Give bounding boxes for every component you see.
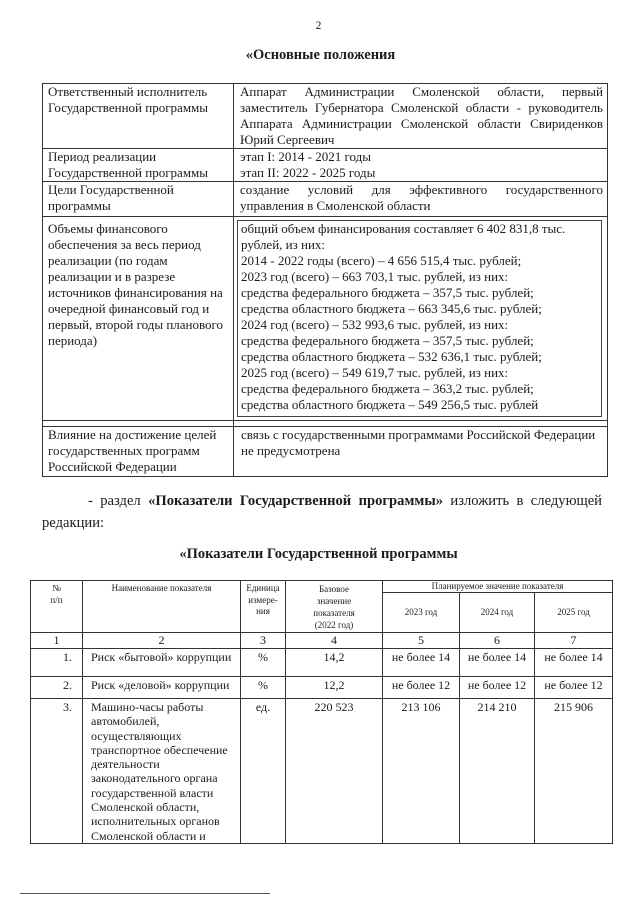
header-base	[286, 581, 383, 633]
passport-label-executor: Ответственный исполнитель Государственной программы	[43, 84, 234, 149]
column-number: 5	[383, 633, 460, 649]
period-stage-2: этап II: 2022 - 2025 годы	[240, 165, 376, 180]
indicator-value-2025: не более 12	[535, 677, 613, 699]
passport-row-executor	[43, 84, 608, 149]
page-number: 2	[315, 20, 322, 32]
passport-row-period	[43, 149, 608, 182]
table-row	[31, 677, 613, 699]
financing-line: средства федерального бюджета – 357,5 тыс. рублей;	[241, 285, 534, 300]
financing-line: средства областного бюджета – 549 256,5 тыс. рублей	[241, 397, 539, 412]
indicator-base-value: 12,2	[286, 677, 383, 699]
financing-line: средства федерального бюджета – 363,2 тыс. рублей;	[241, 381, 534, 396]
financing-line: средства областного бюджета – 663 345,6 тыс. рублей;	[241, 301, 542, 316]
header-year-2023: 2023 год	[383, 593, 460, 633]
passport-title: «Основные положения	[245, 47, 396, 63]
indicator-unit: %	[241, 649, 286, 677]
indicator-unit: %	[241, 677, 286, 699]
header-row	[31, 581, 613, 593]
passport-value-executor: Аппарат Администрации Смоленской области, первый заместитель Губернатора Смоленской области - руководитель Аппарата Администрации Смоленской области Свириденков Юрий Сергеевич	[234, 84, 608, 149]
header-name: Наименование показателя	[83, 581, 241, 633]
indicators-table	[30, 580, 613, 844]
passport-value-influence: связь с государственными программами Российской Федерации не предусмотрена	[234, 427, 608, 477]
financing-line: средства федерального бюджета – 357,5 тыс. рублей;	[241, 333, 534, 348]
passport-value-goals: создание условий для эффективного государственного управления в Смоленской области	[234, 182, 608, 217]
instruction-section-name: «Показатели Государственной программы»	[148, 493, 444, 509]
passport-row-influence	[43, 427, 608, 477]
table-row	[31, 649, 613, 677]
indicator-base-value: 220 523	[286, 699, 383, 844]
table-row	[31, 699, 613, 844]
financing-line: 2014 - 2022 годы (всего) – 4 656 515,4 тыс. рублей;	[241, 253, 522, 268]
header-year-2025: 2025 год	[535, 593, 613, 633]
passport-value-period	[234, 149, 608, 182]
indicator-value-2023: не более 12	[383, 677, 460, 699]
passport-value-financing	[234, 217, 608, 421]
header-unit	[241, 581, 286, 633]
passport-row-financing	[43, 217, 608, 421]
period-stage-1: этап I: 2014 - 2021 годы	[240, 149, 371, 164]
indicator-name: Риск «бытовой» коррупции	[83, 649, 241, 677]
indicator-value-2024: не более 14	[460, 649, 535, 677]
indicator-value-2025: не более 14	[535, 649, 613, 677]
passport-label-period: Период реализации Государственной программы	[43, 149, 234, 182]
passport-row-goals	[43, 182, 608, 217]
header-unit-label: Единица измере-ния	[246, 583, 280, 616]
indicator-value-2023: 213 106	[383, 699, 460, 844]
indicator-unit: ед.	[241, 699, 286, 844]
indicator-value-2025: 215 906	[535, 699, 613, 844]
passport-label-influence: Влияние на достижение целей государственных программ Российской Федерации	[43, 427, 234, 477]
row-number: 3.	[31, 699, 83, 844]
column-number: 2	[83, 633, 241, 649]
indicator-value-2024: 214 210	[460, 699, 535, 844]
header-planned: Планируемое значение показателя	[383, 581, 613, 593]
indicator-value-2024: не более 12	[460, 677, 535, 699]
row-number: 1.	[31, 649, 83, 677]
financing-line: 2025 год (всего) – 549 619,7 тыс. рублей, из них:	[241, 365, 509, 380]
indicator-value-2023: не более 14	[383, 649, 460, 677]
column-number: 3	[241, 633, 286, 649]
indicator-name: Машино-часы работы автомобилей, осуществляющих транспортное обеспечение деятельности законодательного органа государственной власти Смоленской области, исполнительных органов Смоленской области и	[83, 699, 241, 844]
passport-table	[42, 83, 608, 477]
indicators-title: «Показатели Государственной программы	[179, 546, 458, 562]
column-number: 6	[460, 633, 535, 649]
instruction-suffix: изложить в следующей редакции:	[42, 493, 602, 531]
financing-line: 2023 год (всего) – 663 703,1 тыс. рублей, из них:	[241, 269, 509, 284]
indicator-name: Риск «деловой» коррупции	[83, 677, 241, 699]
passport-label-goals: Цели Государственной программы	[43, 182, 234, 217]
header-number: № п/п	[31, 581, 83, 633]
column-number: 7	[535, 633, 613, 649]
financing-total: общий объем финансирования составляет 6 402 831,8 тыс. рублей, из них:	[241, 221, 566, 252]
instruction-paragraph	[42, 490, 602, 534]
footnote-divider	[20, 893, 270, 894]
indicator-base-value: 14,2	[286, 649, 383, 677]
header-year-2024: 2024 год	[460, 593, 535, 633]
column-number: 4	[286, 633, 383, 649]
financing-line: 2024 год (всего) – 532 993,6 тыс. рублей, из них:	[241, 317, 509, 332]
column-numbers-row	[31, 633, 613, 649]
instruction-prefix: - раздел	[88, 493, 149, 509]
passport-label-financing: Объемы финансового обеспечения за весь период реализации (по годам реализации и в разрезе источников финансирования на очередной финансовый год и первый, второй годы планового периода)	[43, 217, 234, 421]
column-number: 1	[31, 633, 83, 649]
financing-line: средства областного бюджета – 532 636,1 тыс. рублей;	[241, 349, 542, 364]
row-number: 2.	[31, 677, 83, 699]
header-base-label: Базовое значение показателя (2022 год)	[313, 584, 355, 630]
